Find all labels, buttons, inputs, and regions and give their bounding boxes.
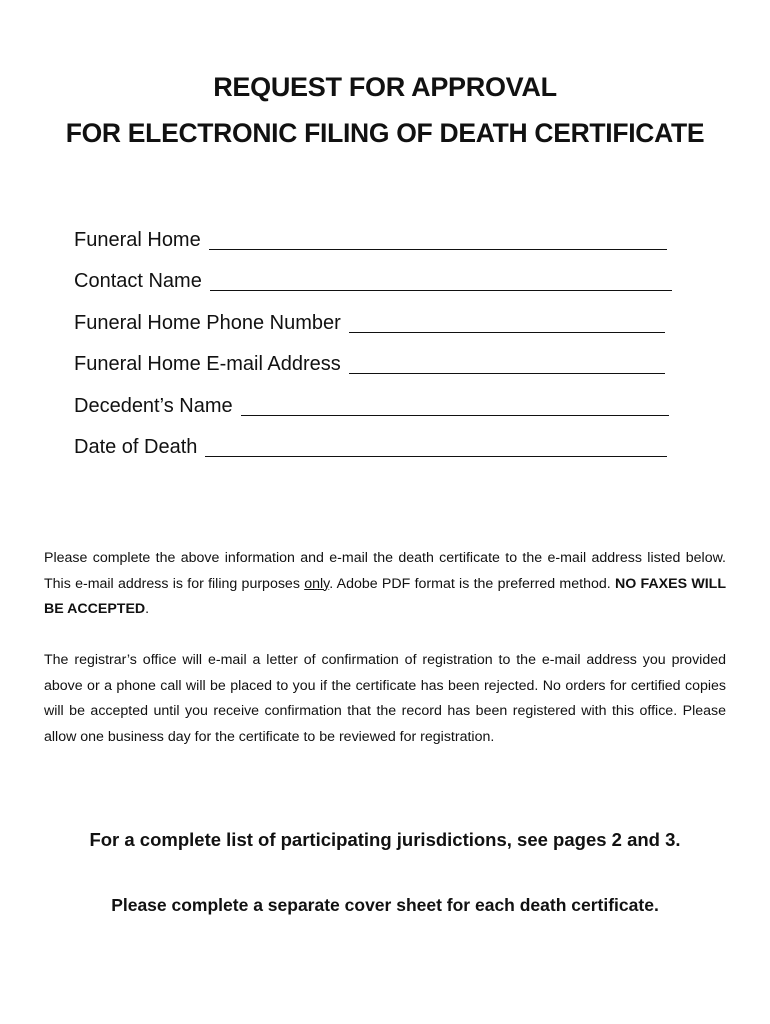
- contact-name-blank[interactable]: [210, 270, 672, 291]
- instructions-paragraph: [44, 546, 726, 623]
- decedent-name-blank[interactable]: [241, 395, 669, 416]
- phone-number-field: [74, 305, 665, 335]
- instructions-emphasis-only: only: [304, 575, 330, 592]
- instructions-text-3: .: [145, 601, 150, 617]
- jurisdictions-note: For a complete list of participating jurisdictions, see pages 2 and 3.: [89, 829, 681, 850]
- decedent-name-field: [74, 388, 669, 418]
- decedent-name-label: Decedent’s Name: [74, 395, 233, 417]
- funeral-home-field: [74, 222, 667, 252]
- email-address-blank[interactable]: [349, 353, 665, 374]
- document-title-line-1: REQUEST FOR APPROVAL: [213, 72, 557, 102]
- instructions-text-2: . Adobe PDF format is the preferred method.: [329, 575, 615, 592]
- no-faxes-warning: NO FAXES WILL BE ACCEPTED: [44, 575, 727, 617]
- email-address-label: Funeral Home E-mail Address: [74, 353, 341, 375]
- email-address-field: [74, 346, 665, 376]
- cover-sheet-note: Please complete a separate cover sheet for each death certificate.: [111, 895, 659, 915]
- confirmation-paragraph: The registrar’s office will e-mail a letter of confirmation of registration to the e-mail address you provided above or a phone call will be placed to you if the certificate has been rejected. No orders for certified copies will be accepted until you receive confirmation that the record has been registered with this office. Please allow one business day for the certificate to be reviewed for registration.: [44, 652, 726, 745]
- date-of-death-field: [74, 429, 667, 459]
- funeral-home-blank[interactable]: [209, 229, 667, 250]
- phone-number-blank[interactable]: [349, 312, 665, 333]
- date-of-death-label: Date of Death: [74, 436, 198, 458]
- funeral-home-label: Funeral Home: [74, 229, 201, 251]
- document-title-line-2: FOR ELECTRONIC FILING OF DEATH CERTIFICATE: [65, 118, 705, 148]
- date-of-death-blank[interactable]: [205, 436, 667, 457]
- instructions-text-1: Please complete the above information and e-mail the death certificate to the e-mail address listed below. This e-mail address is for filing purposes: [44, 550, 726, 592]
- phone-number-label: Funeral Home Phone Number: [74, 312, 341, 334]
- contact-name-label: Contact Name: [74, 270, 202, 292]
- contact-name-field: [74, 263, 672, 293]
